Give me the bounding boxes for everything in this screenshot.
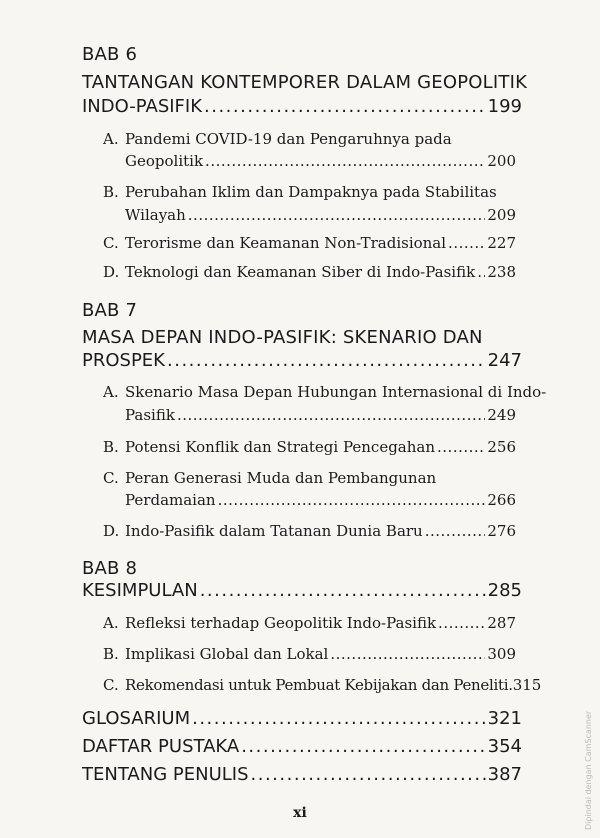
section-letter: C.	[103, 676, 119, 694]
section-letter: B.	[103, 183, 119, 201]
leader-dots	[477, 265, 485, 280]
leader-dots	[251, 766, 486, 784]
section-title: Perdamaian	[125, 491, 216, 509]
page-ref: 209	[487, 206, 516, 224]
leader-dots	[437, 440, 485, 455]
section-title: Pasifik	[125, 406, 175, 424]
section-title: Teknologi dan Keamanan Siber di Indo-Pasifik	[125, 263, 476, 281]
toc-entry[interactable]	[103, 616, 516, 631]
page-number: xi	[293, 805, 307, 821]
page-ref: 285	[487, 580, 522, 601]
section-title: Wilayah	[125, 206, 186, 224]
leader-dots	[188, 208, 486, 223]
chapter-heading: BAB 6	[82, 44, 138, 65]
section-letter: C.	[103, 469, 119, 487]
page-ref: 315	[512, 676, 542, 694]
toc-entry[interactable]	[103, 647, 516, 662]
leader-dots	[448, 236, 485, 251]
section-title: Perubahan Iklim dan Dampaknya pada Stabilitas	[125, 183, 497, 201]
page-ref: 266	[487, 491, 516, 509]
toc-entry[interactable]	[103, 676, 542, 694]
toc-entry[interactable]	[125, 208, 516, 223]
page-ref: 354	[487, 736, 522, 757]
section-letter: A.	[103, 383, 119, 401]
section-letter: A.	[103, 130, 119, 148]
section-title: Geopolitik	[125, 152, 204, 170]
section-title: Refleksi terhadap Geopolitik Indo-Pasifik	[125, 614, 437, 632]
page-ref: 276	[487, 522, 516, 540]
chapter-title: MASA DEPAN INDO-PASIFIK: SKENARIO DAN	[82, 327, 483, 348]
leader-dots	[425, 524, 486, 539]
leader-dots	[200, 582, 486, 600]
leader-dots	[167, 352, 486, 370]
page-ref: 321	[487, 708, 522, 729]
section-letter: C.	[103, 234, 119, 252]
toc-entry[interactable]	[125, 493, 516, 508]
leader-dots	[218, 493, 486, 508]
section-letter: D.	[103, 263, 120, 281]
section-title: Indo-Pasifik dalam Tatanan Dunia Baru	[125, 522, 423, 540]
toc-entry[interactable]	[82, 98, 522, 116]
leader-dots	[205, 154, 485, 169]
chapter-title: INDO-PASIFIK	[82, 96, 203, 117]
section-title: Implikasi Global dan Lokal	[125, 645, 329, 663]
section-title: Peran Generasi Muda dan Pembangunan	[125, 469, 437, 487]
page-ref: 249	[487, 406, 516, 424]
toc-entry[interactable]	[103, 524, 516, 539]
chapter-heading: BAB 7	[82, 300, 138, 321]
leader-dots	[241, 738, 485, 756]
page-ref: 247	[487, 350, 522, 371]
page-ref: 287	[487, 614, 516, 632]
toc-entry[interactable]	[82, 710, 522, 728]
toc-entry[interactable]	[125, 154, 516, 169]
page-ref: 199	[487, 96, 522, 117]
section-title: Terorisme dan Keamanan Non-Tradisional	[125, 234, 447, 252]
toc-entry-text	[103, 469, 436, 487]
section-title: Skenario Masa Depan Hubungan Internasional di Indo-	[125, 383, 547, 401]
toc-entry-text	[103, 383, 546, 401]
section-title: Potensi Konflik dan Strategi Pencegahan	[125, 438, 436, 456]
chapter-title: KESIMPULAN	[82, 580, 198, 601]
leader-dots	[330, 647, 485, 662]
leader-dots	[192, 710, 486, 728]
toc-entry[interactable]	[103, 265, 516, 280]
toc-entry[interactable]	[82, 582, 522, 600]
toc-entry[interactable]	[82, 352, 522, 370]
toc-entry-text	[103, 183, 497, 201]
toc-entry[interactable]	[103, 236, 516, 251]
chapter-title: TANTANGAN KONTEMPORER DALAM GEOPOLITIK	[82, 72, 528, 93]
section-letter: A.	[103, 614, 119, 632]
leader-dots	[177, 408, 485, 423]
page-ref: 200	[487, 152, 516, 170]
back-matter-title: DAFTAR PUSTAKA	[82, 736, 240, 757]
back-matter-title: TENTANG PENULIS	[82, 764, 249, 785]
toc-entry[interactable]	[125, 408, 516, 423]
page-ref: 256	[487, 438, 516, 456]
leader-dots	[204, 98, 486, 116]
page-ref: 309	[487, 645, 516, 663]
section-letter: B.	[103, 438, 119, 456]
section-title: Rekomendasi untuk Pembuat Kebijakan dan Peneliti.	[125, 676, 513, 694]
chapter-title: PROSPEK	[82, 350, 165, 371]
leader-dots	[438, 616, 485, 631]
scanner-watermark: Dipindai dengan CamScanner	[584, 710, 593, 830]
section-letter: B.	[103, 645, 119, 663]
page-ref: 238	[487, 263, 516, 281]
toc-entry[interactable]	[103, 440, 516, 455]
toc-entry[interactable]	[82, 766, 522, 784]
back-matter-title: GLOSARIUM	[82, 708, 191, 729]
chapter-heading: BAB 8	[82, 558, 138, 579]
toc-entry-text	[103, 130, 452, 148]
section-title: Pandemi COVID-19 dan Pengaruhnya pada	[125, 130, 452, 148]
section-letter: D.	[103, 522, 120, 540]
toc-entry[interactable]	[82, 738, 522, 756]
page-ref: 227	[487, 234, 516, 252]
page-ref: 387	[487, 764, 522, 785]
